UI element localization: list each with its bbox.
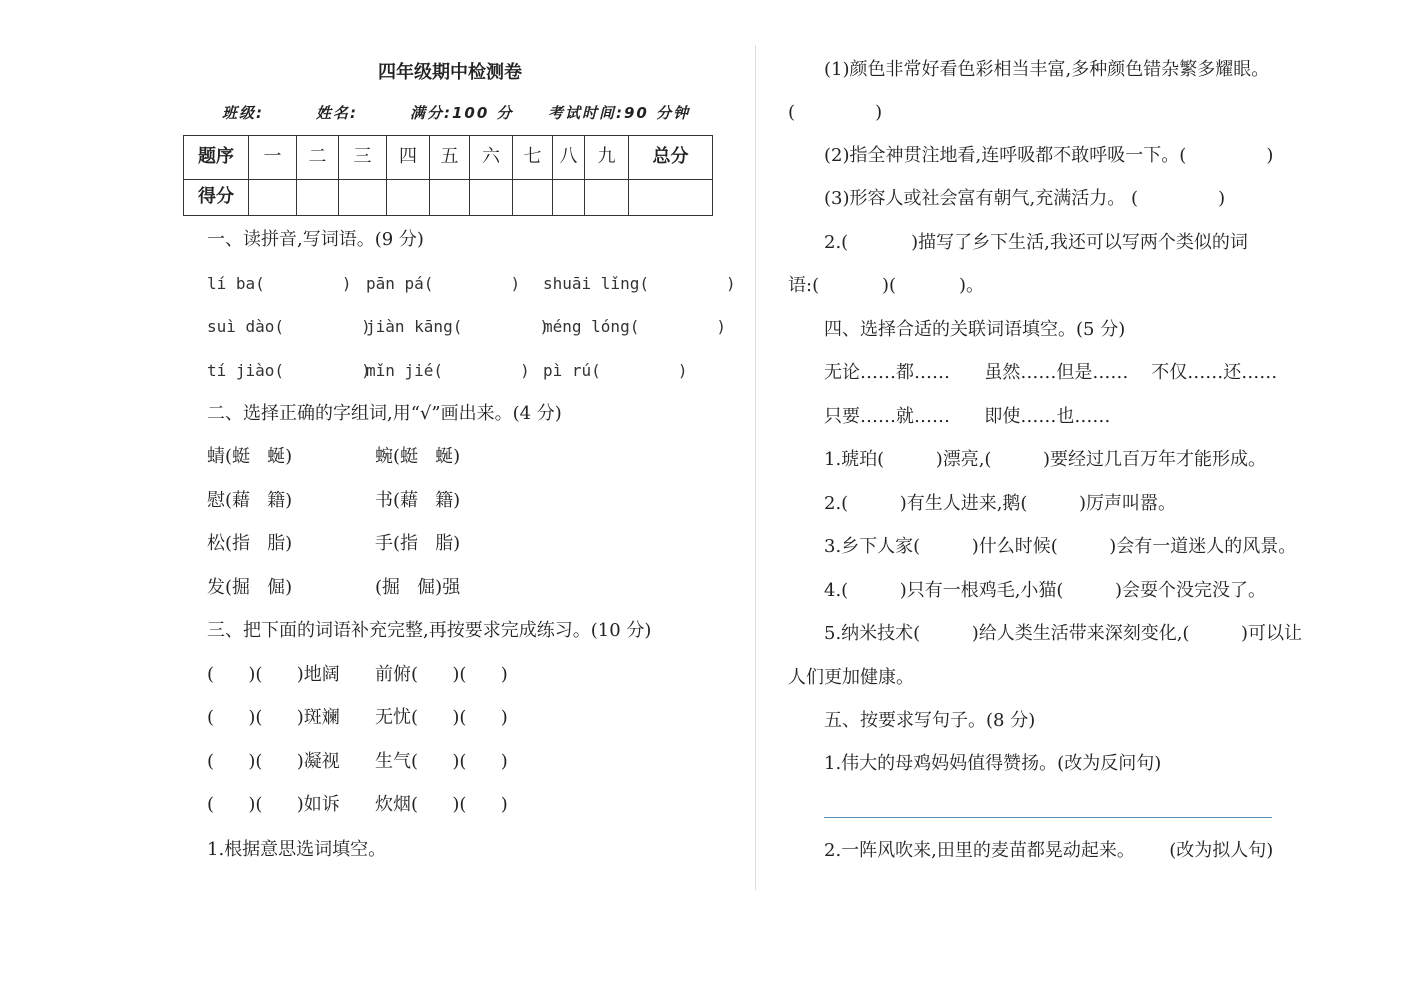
conjunction-question-4: 4.( )只有一根鸡毛,小猫( )会耍个没完没了。 [824,580,1266,601]
table-cell: 八 [553,136,585,180]
table-cell: 九 [585,136,629,180]
choice-item: 手(指 脂) [375,533,461,554]
rewrite-question-2: 2.一阵风吹来,田里的麦苗都晃动起来。 (改为拟人句) [824,840,1274,861]
conjunction-row-2: 只要……就…… 即使……也…… [824,406,1111,427]
name-label: 姓名: [316,104,358,122]
fill-word-item: ( )( )如诉 [207,794,340,815]
score-cell[interactable] [387,180,430,216]
fill-word-item: 无忧( )( ) [375,707,508,728]
score-cell[interactable] [249,180,297,216]
pinyin-item: suì dào( ) [207,317,371,336]
table-cell: 得分 [184,180,249,216]
table-cell: 四 [387,136,430,180]
fill-word-item: ( )( )地阔 [207,664,340,685]
choice-item: 蜿(蜓 蜒) [375,446,461,467]
exam-title: 四年级期中检测卷 [378,62,522,83]
table-cell: 五 [430,136,470,180]
table-cell: 题序 [184,136,249,180]
question-2-line-2: 语:( )( )。 [788,275,985,296]
table-cell: 七 [513,136,553,180]
conjunction-question-5-line-2: 人们更加健康。 [788,667,914,688]
choice-item: 蜻(蜓 蜒) [207,446,293,467]
fill-word-item: ( )( )凝视 [207,751,340,772]
question-1: 1.根据意思选词填空。 [207,839,387,860]
meaning-2: (2)指全神贯注地看,连呼吸都不敢呼吸一下。( ) [824,145,1274,166]
meaning-1-blank: ( ) [788,102,883,123]
section-2-title: 二、选择正确的字组词,用“√”画出来。(4 分) [207,403,562,424]
score-table-header-row [184,136,713,180]
score-cell[interactable] [513,180,553,216]
conjunction-question-2: 2.( )有生人进来,鹅( )厉声叫嚣。 [824,493,1176,514]
pinyin-item: jiàn kāng( ) [366,317,550,336]
section-4-title: 四、选择合适的关联词语填空。(5 分) [824,319,1126,340]
score-cell[interactable] [585,180,629,216]
score-cell[interactable] [339,180,387,216]
exam-time: 考试时间:90 分钟 [548,104,691,122]
full-marks: 满分:100 分 [410,104,514,122]
pinyin-item: lí ba( ) [207,274,352,293]
conjunction-question-3: 3.乡下人家( )什么时候( )会有一道迷人的风景。 [824,536,1297,557]
score-cell[interactable] [470,180,513,216]
class-label: 班级: [222,104,264,122]
section-1-title: 一、读拼音,写词语。(9 分) [207,229,424,250]
score-cell[interactable] [297,180,339,216]
pinyin-item: pān pá( ) [366,274,521,293]
answer-line[interactable] [824,817,1272,818]
column-divider [755,45,756,890]
pinyin-item: tí jiào( ) [207,361,371,380]
fill-word-item: 炊烟( )( ) [375,794,508,815]
pinyin-item: mǐn jié( ) [366,361,530,380]
conjunction-row-1: 无论……都…… 虽然……但是…… 不仅……还…… [824,362,1278,383]
meaning-3: (3)形容人或社会富有朝气,充满活力。 ( ) [824,188,1226,209]
rewrite-question-1: 1.伟大的母鸡妈妈值得赞扬。(改为反问句) [824,753,1162,774]
table-cell: 总分 [629,136,713,180]
score-cell[interactable] [430,180,470,216]
section-5-title: 五、按要求写句子。(8 分) [824,710,1036,731]
choice-item: 发(掘 倔) [207,577,293,598]
section-3-title: 三、把下面的词语补充完整,再按要求完成练习。(10 分) [207,620,652,641]
choice-item: 慰(藉 籍) [207,490,293,511]
table-cell: 六 [470,136,513,180]
table-cell: 一 [249,136,297,180]
pinyin-item: pì rú( ) [543,361,688,380]
conjunction-question-1: 1.琥珀( )漂亮,( )要经过几百万年才能形成。 [824,449,1266,470]
pinyin-item: shuāi lǐng( ) [543,274,736,293]
table-cell: 三 [339,136,387,180]
score-table [183,135,713,216]
meaning-1: (1)颜色非常好看色彩相当丰富,多种颜色错杂繁多耀眼。 [824,59,1270,80]
score-table-score-row [184,180,713,216]
score-cell[interactable] [629,180,713,216]
choice-item: 松(指 脂) [207,533,293,554]
fill-word-item: 前俯( )( ) [375,664,508,685]
question-2-line-1: 2.( )描写了乡下生活,我还可以写两个类似的词 [824,232,1248,253]
conjunction-question-5-line-1: 5.纳米技术( )给人类生活带来深刻变化,( )可以让 [824,623,1302,644]
pinyin-item: méng lóng( ) [543,317,727,336]
choice-item: (掘 倔)强 [375,577,461,598]
table-cell: 二 [297,136,339,180]
fill-word-item: 生气( )( ) [375,751,508,772]
fill-word-item: ( )( )斑斓 [207,707,340,728]
choice-item: 书(藉 籍) [375,490,461,511]
score-cell[interactable] [553,180,585,216]
